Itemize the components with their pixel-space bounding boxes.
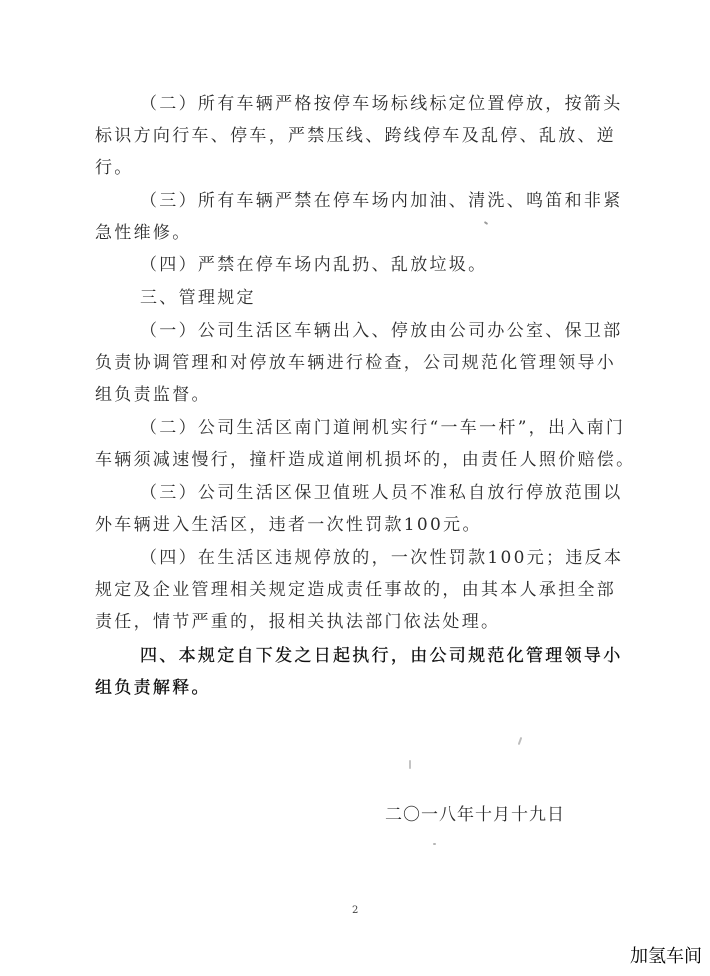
scan-speck — [518, 737, 523, 745]
paragraph-line: 负责协调管理和对停放车辆进行检查，公司规范化管理领导小 — [95, 353, 617, 373]
paragraph-line: （一）公司生活区车辆出入、停放由公司办公室、保卫部 — [140, 321, 623, 341]
paragraph-line: 责任，情节严重的，报相关执法部门依法处理。 — [95, 612, 501, 632]
clause-guard-penalty — [95, 477, 655, 541]
paragraph-line: 标识方向行车、停车，严禁压线、跨线停车及乱停、乱放、逆 — [95, 126, 617, 146]
clause-parking-position — [95, 88, 655, 184]
scan-speck — [409, 760, 411, 769]
paragraph-line: 组负责解释。 — [95, 678, 211, 698]
paragraph-line: （四）严禁在停车场内乱扔、乱放垃圾。 — [140, 255, 488, 275]
clause-no-refuel-wash — [95, 185, 655, 249]
clause-effective-date — [95, 640, 655, 704]
section-heading-management — [95, 282, 655, 314]
section-heading: 三、管理规定 — [140, 288, 256, 308]
paragraph-line: （四）在生活区违规停放的，一次性罚款100元；违反本 — [140, 548, 624, 568]
paragraph-line: 组负责监督。 — [95, 385, 211, 405]
issue-date: 二〇一八年十月十九日 — [385, 805, 565, 825]
watermark-label: 加氢车间 — [630, 946, 702, 967]
paragraph-line: （二）公司生活区南门道闸机实行“一车一杆”，出入南门 — [140, 418, 626, 438]
paragraph-line: 急性维修。 — [95, 223, 192, 243]
paragraph-line: （三）所有车辆严禁在停车场内加油、清洗、鸣笛和非紧 — [140, 191, 623, 211]
paragraph-line: 四、本规定自下发之日起执行，由公司规范化管理领导小 — [140, 646, 623, 666]
paragraph-line: （三）公司生活区保卫值班人员不准私自放行停放范围以 — [140, 483, 623, 503]
paragraph-line: 外车辆进入生活区，违者一次性罚款100元。 — [95, 515, 482, 535]
clause-south-gate-barrier — [95, 412, 655, 476]
paragraph-line: 行。 — [95, 158, 134, 178]
clause-no-littering — [95, 249, 655, 281]
paragraph-line: 车辆须减速慢行，撞杆造成道闸机损坏的，由责任人照价赔偿。 — [95, 450, 636, 470]
clause-illegal-parking-penalty — [95, 542, 655, 638]
paragraph-line: （二）所有车辆严格按停车场标线标定位置停放，按箭头 — [140, 94, 623, 114]
paragraph-line: 规定及企业管理相关规定造成责任事故的，由其本人承担全部 — [95, 580, 617, 600]
clause-management-supervision — [95, 315, 655, 411]
scan-speck — [433, 843, 436, 845]
page-number: 2 — [352, 905, 359, 916]
